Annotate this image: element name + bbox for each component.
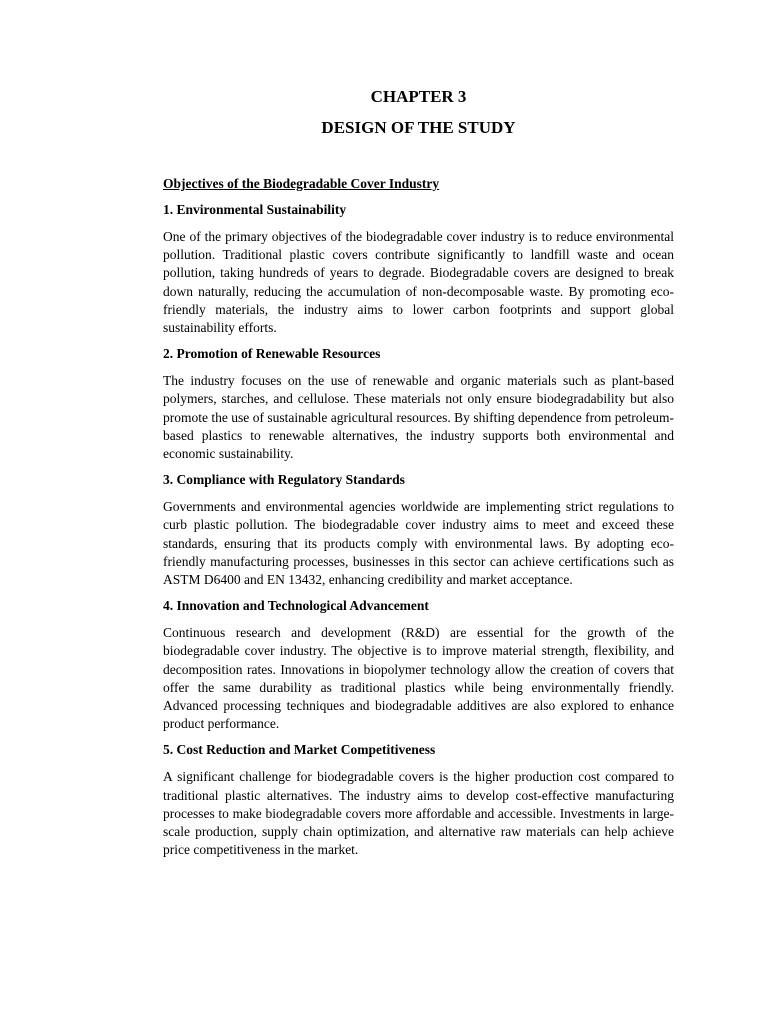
objective-body: One of the primary objectives of the biodegradable cover industry is to reduce environmental pollution. Traditional plastic covers contribute significantly to landfill waste and ocean pollution, taking hundreds of years to degrade. Biodegradable covers are designed to break down naturally, reducing the accumulation of non-decomposable waste. By promoting eco-friendly materials, the industry aims to lower carbon footprints and support global sustainability efforts. xyxy=(163,229,674,336)
objective-1 xyxy=(163,201,674,337)
objective-body: Continuous research and development (R&D) are essential for the growth of the biodegradable cover industry. The objective is to improve material strength, flexibility, and decomposition rates. Innovations in biopolymer technology allow the creation of covers that offer the same durability as traditional plastics while being environmentally friendly. Advanced processing techniques and biodegradable additives are also explored to enhance product performance. xyxy=(163,625,674,732)
objective-heading: 1. Environmental Sustainability xyxy=(163,202,347,217)
document-page xyxy=(163,84,674,859)
objective-heading: 4. Innovation and Technological Advancement xyxy=(163,598,429,614)
objective-3 xyxy=(163,471,674,589)
objective-4 xyxy=(163,597,674,733)
objective-heading: 2. Promotion of Renewable Resources xyxy=(163,346,381,362)
objective-body: A significant challenge for biodegradable covers is the higher production cost compared to traditional plastic alternatives. The industry aims to develop cost-effective manufacturing processes to make biodegradable covers more affordable and accessible. Investments in large-scale production, supply chain optimization, and alternative raw materials can help achieve price competitiveness in the market. xyxy=(163,769,674,858)
objective-5 xyxy=(163,741,674,859)
objective-body: The industry focuses on the use of renewable and organic materials such as plant-based polymers, starches, and cellulose. These materials not only ensure biodegradability but also promote the use of sustainable agricultural resources. By shifting dependence from petroleum-based plastics to renewable alternatives, the industry supports both environmental and economic sustainability. xyxy=(163,373,674,462)
chapter-title: CHAPTER 3 xyxy=(370,87,467,106)
objective-heading: 5. Cost Reduction and Market Competitiveness xyxy=(163,742,436,758)
objective-heading: 3. Compliance with Regulatory Standards xyxy=(163,472,405,488)
section-heading: Objectives of the Biodegradable Cover Industry xyxy=(163,176,440,191)
objective-2 xyxy=(163,345,674,463)
chapter-subtitle: DESIGN OF THE STUDY xyxy=(321,118,516,137)
objective-body: Governments and environmental agencies worldwide are implementing strict regulations to curb plastic pollution. The biodegradable cover industry aims to meet and exceed these standards, ensuring that its products comply with environmental laws. By adopting eco-friendly manufacturing processes, businesses in this sector can achieve certifications such as ASTM D6400 and EN 13432, enhancing credibility and market acceptance. xyxy=(163,499,674,588)
